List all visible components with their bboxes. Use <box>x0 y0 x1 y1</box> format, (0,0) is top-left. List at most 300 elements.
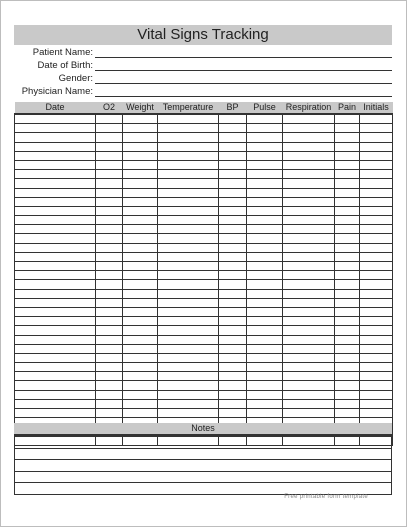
table-cell[interactable] <box>96 363 123 372</box>
table-cell[interactable] <box>158 206 219 215</box>
table-cell[interactable] <box>335 335 360 344</box>
table-cell[interactable] <box>335 114 360 124</box>
table-cell[interactable] <box>96 399 123 408</box>
table-cell[interactable] <box>15 133 96 142</box>
table-cell[interactable] <box>247 409 283 418</box>
table-cell[interactable] <box>158 289 219 298</box>
table-cell[interactable] <box>123 289 158 298</box>
table-cell[interactable] <box>15 409 96 418</box>
table-cell[interactable] <box>360 160 393 169</box>
table-cell[interactable] <box>360 363 393 372</box>
table-cell[interactable] <box>123 280 158 289</box>
table-cell[interactable] <box>96 124 123 133</box>
table-cell[interactable] <box>96 280 123 289</box>
table-cell[interactable] <box>335 206 360 215</box>
table-cell[interactable] <box>335 142 360 151</box>
table-cell[interactable] <box>15 243 96 252</box>
table-cell[interactable] <box>247 381 283 390</box>
table-cell[interactable] <box>15 114 96 124</box>
table-cell[interactable] <box>15 142 96 151</box>
table-cell[interactable] <box>247 363 283 372</box>
table-cell[interactable] <box>283 280 335 289</box>
table-cell[interactable] <box>219 381 247 390</box>
table-cell[interactable] <box>219 372 247 381</box>
table-cell[interactable] <box>283 179 335 188</box>
table-cell[interactable] <box>335 372 360 381</box>
table-cell[interactable] <box>158 252 219 261</box>
table-cell[interactable] <box>158 170 219 179</box>
table-cell[interactable] <box>15 280 96 289</box>
table-cell[interactable] <box>96 234 123 243</box>
table-cell[interactable] <box>158 216 219 225</box>
table-cell[interactable] <box>123 372 158 381</box>
table-cell[interactable] <box>219 409 247 418</box>
table-cell[interactable] <box>283 335 335 344</box>
table-cell[interactable] <box>283 133 335 142</box>
table-cell[interactable] <box>335 243 360 252</box>
table-cell[interactable] <box>360 179 393 188</box>
table-cell[interactable] <box>360 271 393 280</box>
table-cell[interactable] <box>247 335 283 344</box>
table-cell[interactable] <box>123 142 158 151</box>
table-cell[interactable] <box>247 280 283 289</box>
table-cell[interactable] <box>96 353 123 362</box>
table-cell[interactable] <box>15 160 96 169</box>
table-cell[interactable] <box>247 197 283 206</box>
table-cell[interactable] <box>15 289 96 298</box>
table-cell[interactable] <box>283 252 335 261</box>
table-cell[interactable] <box>219 160 247 169</box>
table-cell[interactable] <box>360 243 393 252</box>
table-cell[interactable] <box>283 353 335 362</box>
table-cell[interactable] <box>283 114 335 124</box>
table-cell[interactable] <box>283 363 335 372</box>
table-cell[interactable] <box>123 197 158 206</box>
table-cell[interactable] <box>96 142 123 151</box>
table-cell[interactable] <box>158 363 219 372</box>
table-cell[interactable] <box>335 216 360 225</box>
table-cell[interactable] <box>247 160 283 169</box>
table-cell[interactable] <box>283 216 335 225</box>
table-cell[interactable] <box>360 381 393 390</box>
table-cell[interactable] <box>360 170 393 179</box>
table-cell[interactable] <box>158 243 219 252</box>
table-cell[interactable] <box>219 114 247 124</box>
table-cell[interactable] <box>335 289 360 298</box>
table-cell[interactable] <box>360 216 393 225</box>
table-cell[interactable] <box>158 399 219 408</box>
table-cell[interactable] <box>15 353 96 362</box>
table-cell[interactable] <box>158 142 219 151</box>
table-cell[interactable] <box>219 243 247 252</box>
table-cell[interactable] <box>219 363 247 372</box>
table-cell[interactable] <box>247 344 283 353</box>
table-cell[interactable] <box>96 390 123 399</box>
table-cell[interactable] <box>158 124 219 133</box>
table-cell[interactable] <box>283 298 335 307</box>
table-cell[interactable] <box>15 298 96 307</box>
table-cell[interactable] <box>283 188 335 197</box>
table-cell[interactable] <box>283 225 335 234</box>
table-cell[interactable] <box>123 234 158 243</box>
table-cell[interactable] <box>123 409 158 418</box>
table-cell[interactable] <box>15 151 96 160</box>
table-cell[interactable] <box>219 317 247 326</box>
table-cell[interactable] <box>96 179 123 188</box>
table-cell[interactable] <box>15 225 96 234</box>
table-cell[interactable] <box>360 197 393 206</box>
table-cell[interactable] <box>335 317 360 326</box>
table-cell[interactable] <box>360 280 393 289</box>
table-cell[interactable] <box>219 206 247 215</box>
table-cell[interactable] <box>123 216 158 225</box>
table-cell[interactable] <box>360 390 393 399</box>
table-cell[interactable] <box>219 399 247 408</box>
table-cell[interactable] <box>123 399 158 408</box>
table-cell[interactable] <box>123 298 158 307</box>
table-cell[interactable] <box>219 390 247 399</box>
table-cell[interactable] <box>96 335 123 344</box>
table-cell[interactable] <box>360 317 393 326</box>
table-cell[interactable] <box>96 160 123 169</box>
table-cell[interactable] <box>158 133 219 142</box>
table-cell[interactable] <box>15 317 96 326</box>
table-cell[interactable] <box>247 262 283 271</box>
table-cell[interactable] <box>247 289 283 298</box>
table-cell[interactable] <box>15 197 96 206</box>
table-cell[interactable] <box>283 206 335 215</box>
table-cell[interactable] <box>219 280 247 289</box>
table-cell[interactable] <box>247 206 283 215</box>
table-cell[interactable] <box>247 114 283 124</box>
table-cell[interactable] <box>158 344 219 353</box>
table-cell[interactable] <box>158 271 219 280</box>
table-cell[interactable] <box>247 372 283 381</box>
table-cell[interactable] <box>219 298 247 307</box>
table-cell[interactable] <box>219 142 247 151</box>
table-cell[interactable] <box>247 252 283 261</box>
table-cell[interactable] <box>219 124 247 133</box>
table-cell[interactable] <box>360 124 393 133</box>
table-cell[interactable] <box>96 188 123 197</box>
table-cell[interactable] <box>219 335 247 344</box>
table-cell[interactable] <box>123 363 158 372</box>
table-cell[interactable] <box>219 344 247 353</box>
table-cell[interactable] <box>219 216 247 225</box>
table-cell[interactable] <box>123 344 158 353</box>
table-cell[interactable] <box>15 307 96 316</box>
table-cell[interactable] <box>158 262 219 271</box>
table-cell[interactable] <box>15 234 96 243</box>
table-cell[interactable] <box>283 372 335 381</box>
table-cell[interactable] <box>360 344 393 353</box>
table-cell[interactable] <box>360 326 393 335</box>
table-cell[interactable] <box>360 372 393 381</box>
date-of-birth-field[interactable] <box>95 70 392 71</box>
table-cell[interactable] <box>158 409 219 418</box>
table-cell[interactable] <box>158 307 219 316</box>
table-cell[interactable] <box>15 262 96 271</box>
table-cell[interactable] <box>96 206 123 215</box>
table-cell[interactable] <box>96 289 123 298</box>
table-cell[interactable] <box>96 252 123 261</box>
table-cell[interactable] <box>15 326 96 335</box>
table-cell[interactable] <box>247 243 283 252</box>
table-cell[interactable] <box>283 399 335 408</box>
table-cell[interactable] <box>335 280 360 289</box>
table-cell[interactable] <box>123 124 158 133</box>
table-cell[interactable] <box>158 179 219 188</box>
table-cell[interactable] <box>335 409 360 418</box>
table-cell[interactable] <box>96 271 123 280</box>
table-cell[interactable] <box>219 179 247 188</box>
table-cell[interactable] <box>96 170 123 179</box>
table-cell[interactable] <box>123 170 158 179</box>
table-cell[interactable] <box>96 326 123 335</box>
table-cell[interactable] <box>247 188 283 197</box>
table-cell[interactable] <box>15 363 96 372</box>
table-cell[interactable] <box>15 344 96 353</box>
table-cell[interactable] <box>123 114 158 124</box>
table-cell[interactable] <box>360 151 393 160</box>
table-cell[interactable] <box>219 271 247 280</box>
table-cell[interactable] <box>219 197 247 206</box>
table-cell[interactable] <box>15 390 96 399</box>
table-cell[interactable] <box>360 262 393 271</box>
table-cell[interactable] <box>335 252 360 261</box>
table-cell[interactable] <box>123 326 158 335</box>
table-cell[interactable] <box>283 160 335 169</box>
table-cell[interactable] <box>335 179 360 188</box>
table-cell[interactable] <box>283 142 335 151</box>
table-cell[interactable] <box>247 317 283 326</box>
table-cell[interactable] <box>96 197 123 206</box>
table-cell[interactable] <box>123 262 158 271</box>
table-cell[interactable] <box>96 344 123 353</box>
table-cell[interactable] <box>335 399 360 408</box>
table-cell[interactable] <box>283 197 335 206</box>
table-cell[interactable] <box>15 179 96 188</box>
table-cell[interactable] <box>123 151 158 160</box>
table-cell[interactable] <box>335 133 360 142</box>
table-cell[interactable] <box>360 307 393 316</box>
table-cell[interactable] <box>335 188 360 197</box>
table-cell[interactable] <box>158 160 219 169</box>
table-cell[interactable] <box>15 399 96 408</box>
table-cell[interactable] <box>219 170 247 179</box>
table-cell[interactable] <box>247 307 283 316</box>
table-cell[interactable] <box>96 151 123 160</box>
table-cell[interactable] <box>335 225 360 234</box>
table-cell[interactable] <box>219 225 247 234</box>
table-cell[interactable] <box>283 234 335 243</box>
table-cell[interactable] <box>15 335 96 344</box>
table-cell[interactable] <box>158 317 219 326</box>
table-cell[interactable] <box>219 289 247 298</box>
table-cell[interactable] <box>360 298 393 307</box>
table-cell[interactable] <box>123 317 158 326</box>
table-cell[interactable] <box>247 399 283 408</box>
table-cell[interactable] <box>123 353 158 362</box>
table-cell[interactable] <box>123 243 158 252</box>
table-cell[interactable] <box>247 142 283 151</box>
table-cell[interactable] <box>219 307 247 316</box>
table-cell[interactable] <box>158 298 219 307</box>
table-cell[interactable] <box>283 289 335 298</box>
table-cell[interactable] <box>123 188 158 197</box>
table-cell[interactable] <box>360 353 393 362</box>
table-cell[interactable] <box>158 225 219 234</box>
table-cell[interactable] <box>335 344 360 353</box>
table-cell[interactable] <box>219 252 247 261</box>
table-cell[interactable] <box>158 390 219 399</box>
table-cell[interactable] <box>219 262 247 271</box>
table-cell[interactable] <box>283 170 335 179</box>
table-cell[interactable] <box>360 252 393 261</box>
table-cell[interactable] <box>96 216 123 225</box>
table-cell[interactable] <box>247 271 283 280</box>
table-cell[interactable] <box>96 243 123 252</box>
table-cell[interactable] <box>123 225 158 234</box>
table-cell[interactable] <box>283 381 335 390</box>
table-cell[interactable] <box>360 289 393 298</box>
table-cell[interactable] <box>360 188 393 197</box>
table-cell[interactable] <box>219 353 247 362</box>
table-cell[interactable] <box>247 124 283 133</box>
table-cell[interactable] <box>360 225 393 234</box>
table-cell[interactable] <box>335 381 360 390</box>
table-cell[interactable] <box>283 271 335 280</box>
table-cell[interactable] <box>283 409 335 418</box>
table-cell[interactable] <box>219 188 247 197</box>
table-cell[interactable] <box>123 179 158 188</box>
table-cell[interactable] <box>158 151 219 160</box>
table-cell[interactable] <box>360 335 393 344</box>
table-cell[interactable] <box>123 381 158 390</box>
table-cell[interactable] <box>360 133 393 142</box>
table-cell[interactable] <box>247 234 283 243</box>
table-cell[interactable] <box>158 188 219 197</box>
gender-field[interactable] <box>95 83 392 84</box>
table-cell[interactable] <box>247 151 283 160</box>
table-cell[interactable] <box>335 363 360 372</box>
table-cell[interactable] <box>247 216 283 225</box>
table-cell[interactable] <box>15 216 96 225</box>
table-cell[interactable] <box>283 390 335 399</box>
table-cell[interactable] <box>247 179 283 188</box>
table-cell[interactable] <box>247 298 283 307</box>
table-cell[interactable] <box>96 317 123 326</box>
table-cell[interactable] <box>360 114 393 124</box>
table-cell[interactable] <box>15 372 96 381</box>
table-cell[interactable] <box>335 326 360 335</box>
table-cell[interactable] <box>15 124 96 133</box>
table-cell[interactable] <box>96 372 123 381</box>
table-cell[interactable] <box>123 160 158 169</box>
table-cell[interactable] <box>283 151 335 160</box>
table-cell[interactable] <box>158 280 219 289</box>
table-cell[interactable] <box>15 170 96 179</box>
table-cell[interactable] <box>123 252 158 261</box>
table-cell[interactable] <box>283 243 335 252</box>
table-cell[interactable] <box>335 124 360 133</box>
table-cell[interactable] <box>247 390 283 399</box>
table-cell[interactable] <box>219 133 247 142</box>
table-cell[interactable] <box>96 307 123 316</box>
table-cell[interactable] <box>158 381 219 390</box>
table-cell[interactable] <box>335 197 360 206</box>
table-cell[interactable] <box>123 390 158 399</box>
table-cell[interactable] <box>247 225 283 234</box>
table-cell[interactable] <box>96 262 123 271</box>
table-cell[interactable] <box>283 262 335 271</box>
table-cell[interactable] <box>15 271 96 280</box>
table-cell[interactable] <box>96 409 123 418</box>
table-cell[interactable] <box>96 114 123 124</box>
table-cell[interactable] <box>283 344 335 353</box>
table-cell[interactable] <box>158 335 219 344</box>
table-cell[interactable] <box>335 271 360 280</box>
table-cell[interactable] <box>247 353 283 362</box>
table-cell[interactable] <box>335 298 360 307</box>
table-cell[interactable] <box>335 390 360 399</box>
table-cell[interactable] <box>96 225 123 234</box>
table-cell[interactable] <box>15 206 96 215</box>
table-cell[interactable] <box>360 409 393 418</box>
table-cell[interactable] <box>158 234 219 243</box>
table-cell[interactable] <box>335 353 360 362</box>
table-cell[interactable] <box>283 326 335 335</box>
table-cell[interactable] <box>158 326 219 335</box>
table-cell[interactable] <box>283 124 335 133</box>
table-cell[interactable] <box>283 317 335 326</box>
table-cell[interactable] <box>247 170 283 179</box>
table-cell[interactable] <box>15 381 96 390</box>
patient-name-field[interactable] <box>95 57 392 58</box>
table-cell[interactable] <box>158 114 219 124</box>
table-cell[interactable] <box>247 326 283 335</box>
table-cell[interactable] <box>335 262 360 271</box>
table-cell[interactable] <box>360 234 393 243</box>
table-cell[interactable] <box>360 142 393 151</box>
table-cell[interactable] <box>335 307 360 316</box>
table-cell[interactable] <box>15 188 96 197</box>
table-cell[interactable] <box>335 151 360 160</box>
table-cell[interactable] <box>335 160 360 169</box>
table-cell[interactable] <box>219 234 247 243</box>
table-cell[interactable] <box>96 381 123 390</box>
table-cell[interactable] <box>335 170 360 179</box>
table-cell[interactable] <box>219 151 247 160</box>
table-cell[interactable] <box>123 335 158 344</box>
table-cell[interactable] <box>158 197 219 206</box>
table-cell[interactable] <box>15 252 96 261</box>
table-cell[interactable] <box>158 372 219 381</box>
table-cell[interactable] <box>360 399 393 408</box>
table-cell[interactable] <box>123 271 158 280</box>
notes-area[interactable] <box>14 434 392 495</box>
physician-name-field[interactable] <box>95 96 392 97</box>
table-cell[interactable] <box>123 206 158 215</box>
table-cell[interactable] <box>158 353 219 362</box>
table-cell[interactable] <box>247 133 283 142</box>
table-cell[interactable] <box>283 307 335 316</box>
table-cell[interactable] <box>96 133 123 142</box>
table-cell[interactable] <box>219 326 247 335</box>
table-cell[interactable] <box>123 307 158 316</box>
table-cell[interactable] <box>123 133 158 142</box>
table-cell[interactable] <box>360 206 393 215</box>
